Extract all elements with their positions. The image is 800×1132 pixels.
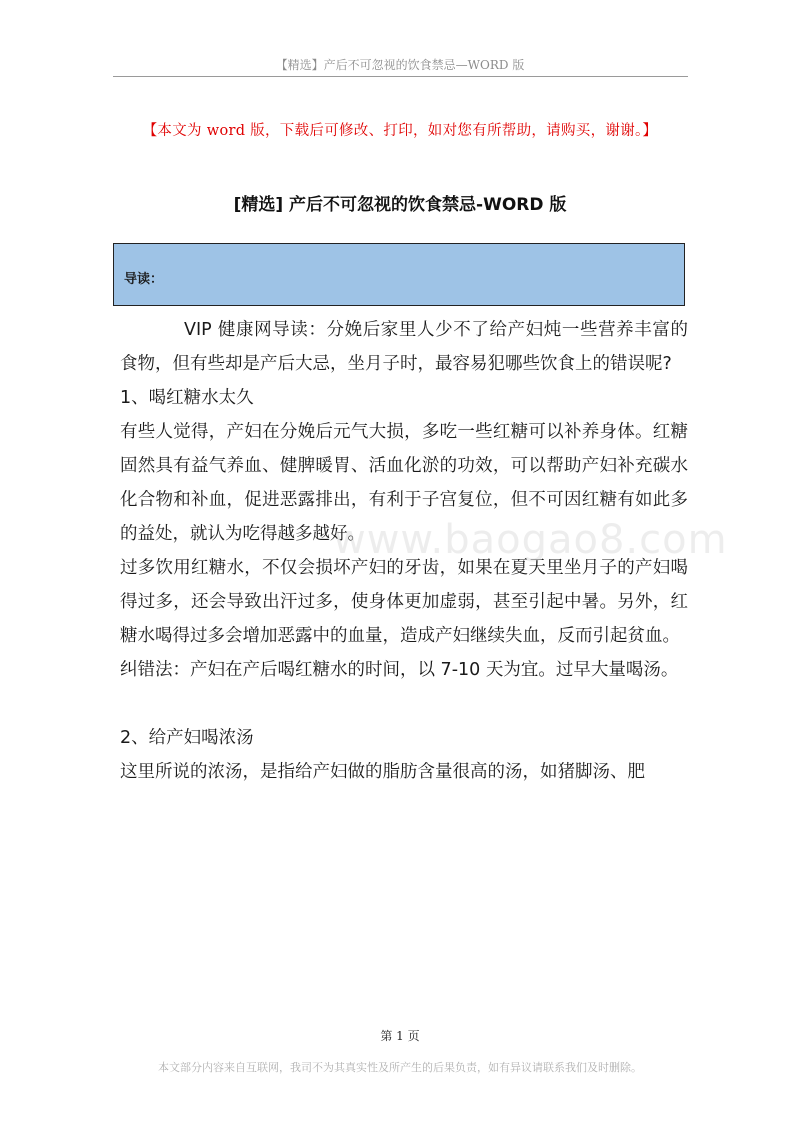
intro-paragraph: VIP 健康网导读：分娩后家里人少不了给产妇炖一些营养丰富的食物，但有些却是产后大忌，坐月子时，最容易犯哪些饮食上的错误呢? [120,320,688,374]
footer-disclaimer: 本文部分内容来自互联网，我司不为其真实性及所产生的后果负责，如有异议请联系我们及时删除。 [158,1061,642,1074]
intro-label: 导读： [124,272,164,287]
page-number: 第 1 页 [380,1029,420,1043]
document-title: [精选] 产后不可忽视的饮食禁忌-WORD 版 [233,195,567,215]
body-paragraph: 有些人觉得，产妇在分娩后元气大损，多吃一些红糖可以补养身体。红糖固然具有益气养血、健脾暖胃、活血化淤的功效，可以帮助产妇补充碳水化合物和补血，促进恶露排出，有利于子宫复位，但不可因红糖有如此多的益处，就认为吃得越多越好。 [120,422,688,544]
purchase-notice: 【本文为 word 版，下载后可修改、打印，如对您有所帮助，请购买，谢谢。】 [142,123,658,139]
intro-box [113,243,685,306]
correction-paragraph: 纠错法：产妇在产后喝红糖水的时间，以 7-10 天为宜。过早大量喝汤。 [120,660,679,680]
section-heading-2: 2、给产妇喝浓汤 [120,728,254,748]
header-rule [113,76,688,77]
body-paragraph: 过多饮用红糖水，不仅会损坏产妇的牙齿，如果在夏天里坐月子的产妇喝得过多，还会导致出汗过多，使身体更加虚弱，甚至引起中暑。另外，红糖水喝得过多会增加恶露中的血量，造成产妇继续失血，反而引起贫血。 [120,558,688,646]
section-heading-1: 1、喝红糖水太久 [120,388,254,408]
body-paragraph: 这里所说的浓汤，是指给产妇做的脂肪含量很高的汤，如猪脚汤、肥 [120,762,645,782]
watermark: www.baogao8.com [333,517,728,563]
running-header: 【精选】产后不可忽视的饮食禁忌—WORD 版 [275,58,525,72]
